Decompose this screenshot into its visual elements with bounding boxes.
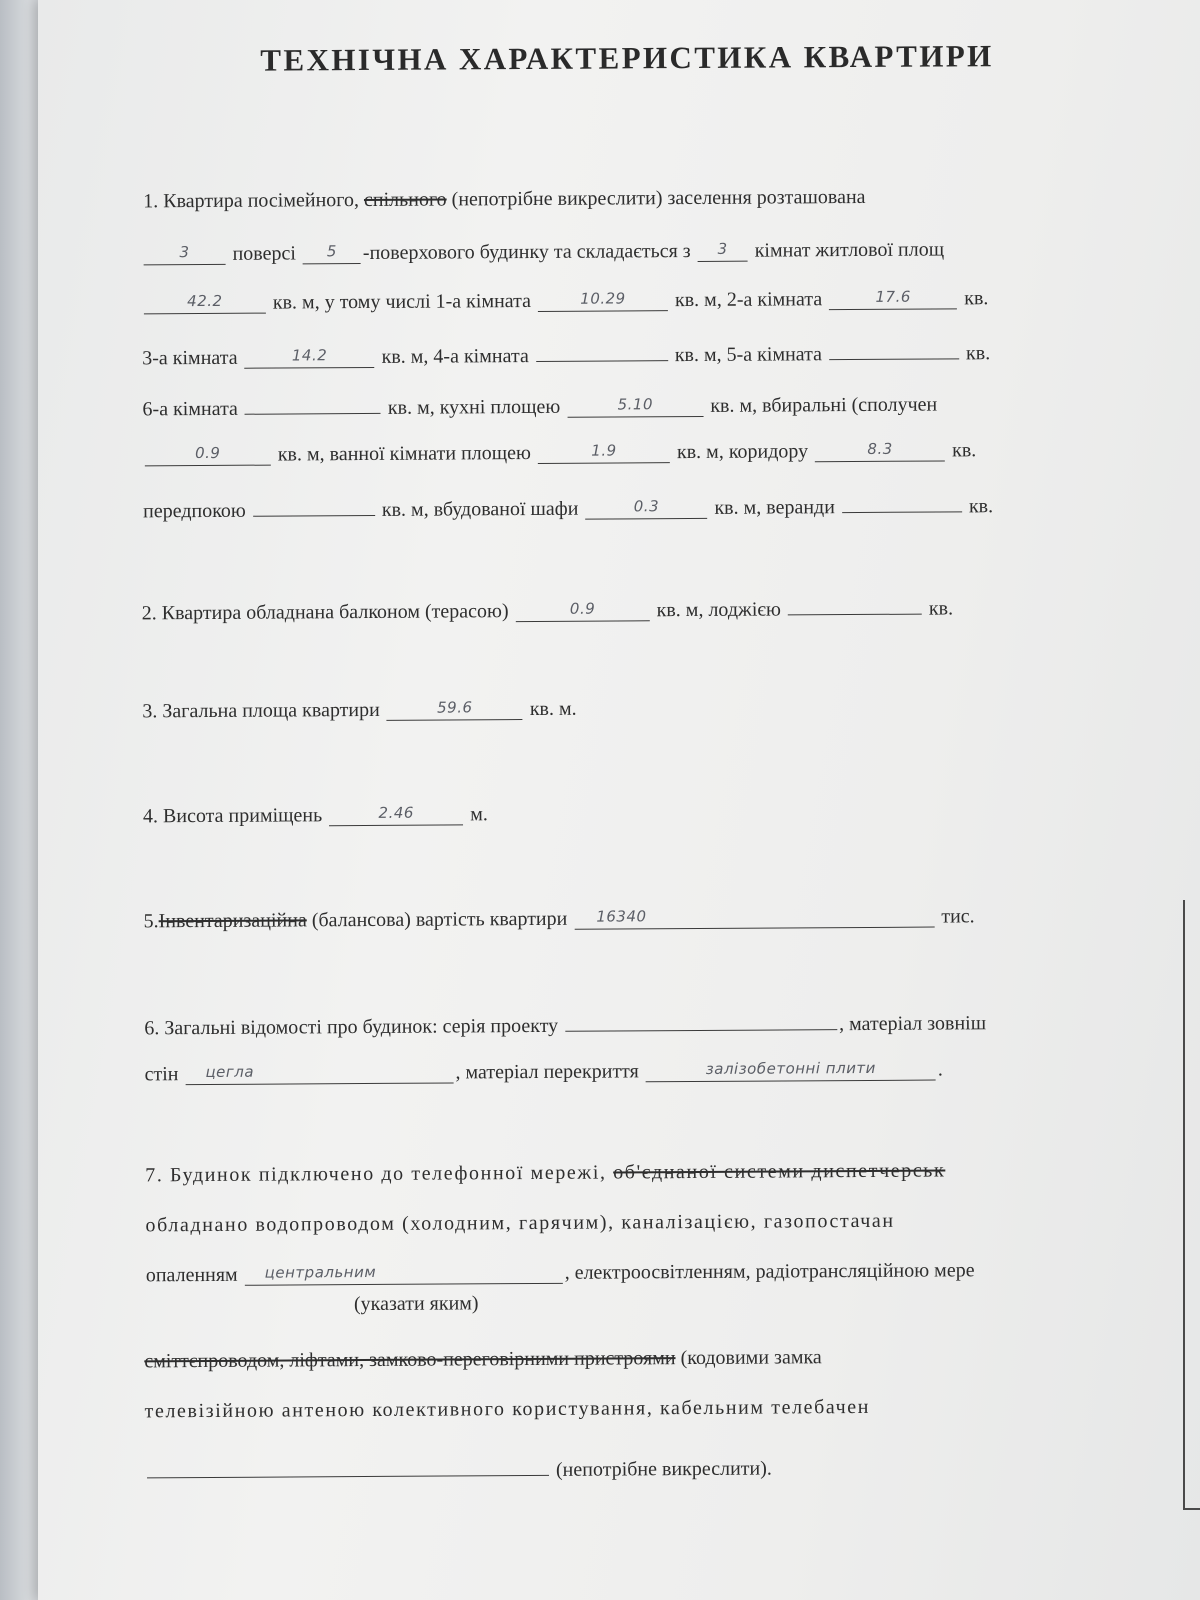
- section-5: 5.Інвентаризаційна (балансова) вартість квартири 16340 тис.: [143, 905, 975, 933]
- section-1-line-5: 6-а кімната кв. м, кухні площею 5.10 кв. м, вбиральні (сполучен: [142, 388, 937, 422]
- struck-text: сміттєпроводом, ліфтами, замково-переговірними пристроями: [144, 1347, 676, 1373]
- bathroom-field[interactable]: 1.9: [538, 440, 670, 464]
- kitchen-field[interactable]: 5.10: [567, 394, 703, 418]
- heating-type-field[interactable]: центральним: [245, 1261, 563, 1286]
- ceiling-material-field[interactable]: залізобетонні плити: [646, 1058, 936, 1083]
- room-5-field[interactable]: [829, 336, 959, 360]
- room-6-field[interactable]: [245, 391, 381, 415]
- section-7-line-4: сміттєпроводом, ліфтами, замково-переговірними пристроями (кодовими замка: [144, 1346, 822, 1373]
- section-1-line-3: 42.2 кв. м, у тому числі 1-а кімната 10.29 кв. м, 2-а кімната 17.6 кв.: [142, 286, 989, 315]
- veranda-field[interactable]: [842, 489, 962, 513]
- loggia-field[interactable]: [788, 592, 922, 616]
- corridor-field[interactable]: 8.3: [815, 438, 945, 462]
- section-7-line-6: (непотрібне викреслити).: [145, 1452, 772, 1485]
- room-3-field[interactable]: 14.2: [245, 345, 375, 369]
- closet-field[interactable]: 0.3: [585, 496, 707, 520]
- section-2: 2. Квартира обладнана балконом (терасою) 0.9 кв. м, лоджією кв.: [142, 591, 953, 625]
- living-area-field[interactable]: 42.2: [144, 291, 266, 315]
- document-page: [38, 0, 1200, 1600]
- floor-field[interactable]: 3: [143, 242, 225, 266]
- section-1-line-6: 0.9 кв. м, ванної кімнати площею 1.9 кв. м, коридору 8.3 кв.: [143, 438, 977, 467]
- section-1-line-2: 3 поверсі 5 -поверхового будинку та складається з 3 кімнат житлової площ: [141, 237, 944, 266]
- value-field[interactable]: 16340: [574, 905, 934, 930]
- field-hint: (указати яким): [353, 1292, 479, 1316]
- room-4-field[interactable]: [536, 338, 668, 362]
- section-1-line-4: 3-а кімната 14.2 кв. м, 4-а кімната кв. м, 5-а кімната кв.: [142, 336, 990, 370]
- height-field[interactable]: 2.46: [329, 802, 463, 826]
- room-1-field[interactable]: 10.29: [538, 288, 668, 312]
- wc-field[interactable]: 0.9: [145, 443, 271, 467]
- project-series-field[interactable]: [565, 1007, 837, 1032]
- balcony-field[interactable]: 0.9: [516, 598, 650, 622]
- struck-text: об'єднаної системи диспетчерськ: [613, 1159, 946, 1184]
- floors-field[interactable]: 5: [303, 241, 361, 264]
- struck-text: Інвентаризаційна: [158, 909, 307, 933]
- section-1-line-7: передпокою кв. м, вбудованої шафи 0.3 кв. м, веранди кв.: [143, 489, 993, 523]
- section-1-line-1: 1. Квартира посімейного, спільного (непотрібне викреслити) заселення розташована: [143, 185, 866, 213]
- other-services-field[interactable]: [147, 1453, 549, 1478]
- hallway-field[interactable]: [253, 493, 375, 517]
- section-3: 3. Загальна площа квартири 59.6 кв. м.: [142, 697, 577, 723]
- wall-material-field[interactable]: цегла: [185, 1060, 453, 1085]
- form-content: [38, 0, 1200, 1600]
- section-4: 4. Висота приміщень 2.46 м.: [142, 803, 488, 828]
- section-7-line-3: опаленням центральним , електроосвітленням, радіотрансляційною мере: [145, 1259, 975, 1287]
- rooms-field[interactable]: 3: [698, 239, 748, 262]
- section-6-line-1: 6. Загальні відомості про будинок: серія проекту , матеріал зовніш: [144, 1006, 986, 1040]
- section-7-line-2: обладнано водопроводом (холодним, гарячим), каналізацією, газопостачан: [145, 1209, 895, 1237]
- section-7-line-1: 7. Будинок підключено до телефонної мережі, об'єднаної системи диспетчерськ: [145, 1159, 946, 1187]
- section-6-line-2: стін цегла , матеріал перекриття залізобетонні плити .: [144, 1058, 943, 1086]
- page-title: ТЕХНІЧНА ХАРАКТЕРИСТИКА КВАРТИРИ: [260, 38, 994, 78]
- total-area-field[interactable]: 59.6: [387, 697, 523, 721]
- struck-text: спільного: [363, 188, 447, 212]
- room-2-field[interactable]: 17.6: [829, 286, 957, 310]
- section-7-line-5: телевізійною антеною колективного користування, кабельним телебачен: [144, 1395, 871, 1423]
